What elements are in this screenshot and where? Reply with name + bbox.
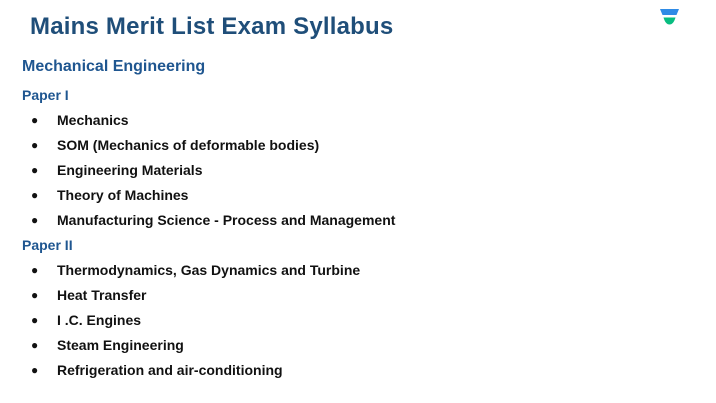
topic-text: I .C. Engines [57, 312, 142, 328]
bullet-icon: ● [31, 113, 39, 127]
subject-heading: Mechanical Engineering [22, 58, 206, 75]
topic-text: Steam Engineering [57, 337, 184, 353]
paper-1-heading: Paper I [22, 87, 69, 103]
topic-text: Manufacturing Science - Process and Management [57, 212, 396, 228]
bullet-icon: ● [31, 363, 39, 377]
bullet-icon: ● [31, 263, 39, 277]
topic-text: Theory of Machines [57, 187, 189, 203]
topic-text: Engineering Materials [57, 162, 203, 178]
paper-2-heading: Paper II [22, 237, 73, 253]
unacademy-logo-icon [660, 9, 679, 25]
bullet-icon: ● [31, 163, 39, 177]
topic-text: SOM (Mechanics of deformable bodies) [57, 137, 320, 153]
bullet-icon: ● [31, 138, 39, 152]
bullet-icon: ● [31, 313, 39, 327]
topic-text: Thermodynamics, Gas Dynamics and Turbine [57, 262, 361, 278]
bullet-icon: ● [31, 213, 39, 227]
topic-text: Refrigeration and air-conditioning [57, 362, 283, 378]
bullet-icon: ● [31, 338, 39, 352]
bullet-icon: ● [31, 288, 39, 302]
topic-text: Heat Transfer [57, 287, 147, 303]
bullet-icon: ● [31, 188, 39, 202]
topic-text: Mechanics [57, 112, 129, 128]
page-title: Mains Merit List Exam Syllabus [30, 13, 394, 40]
